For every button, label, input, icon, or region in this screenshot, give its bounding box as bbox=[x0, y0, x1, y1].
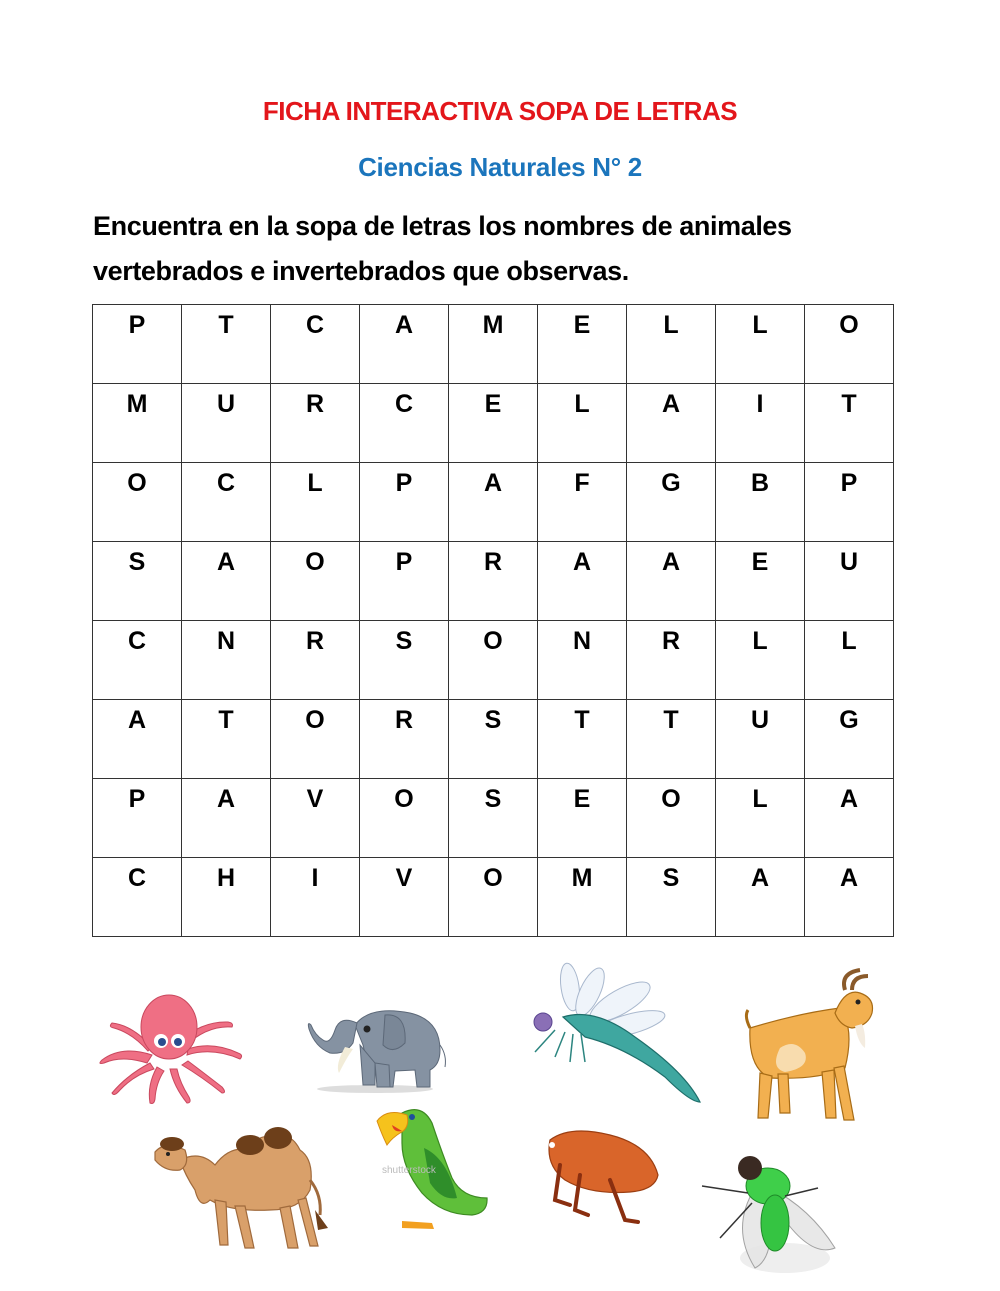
grid-cell[interactable]: O bbox=[449, 858, 538, 937]
grid-cell[interactable]: O bbox=[360, 779, 449, 858]
grid-cell[interactable]: E bbox=[538, 305, 627, 384]
grid-cell[interactable]: M bbox=[449, 305, 538, 384]
camel-image bbox=[150, 1120, 335, 1255]
camel-icon bbox=[150, 1120, 335, 1255]
page-title: FICHA INTERACTIVA SOPA DE LETRAS bbox=[262, 96, 738, 126]
grid-cell[interactable]: M bbox=[538, 858, 627, 937]
grid-cell[interactable]: G bbox=[627, 463, 716, 542]
grid-cell[interactable]: A bbox=[182, 779, 271, 858]
grid-cell[interactable]: C bbox=[360, 384, 449, 463]
grid-cell[interactable]: M bbox=[93, 384, 182, 463]
grid-cell[interactable]: T bbox=[182, 700, 271, 779]
grid-cell[interactable]: O bbox=[271, 542, 360, 621]
grid-cell[interactable]: G bbox=[805, 700, 894, 779]
grid-cell[interactable]: P bbox=[360, 463, 449, 542]
grid-cell[interactable]: L bbox=[716, 621, 805, 700]
grid-cell[interactable]: C bbox=[93, 858, 182, 937]
grid-cell[interactable]: C bbox=[93, 621, 182, 700]
grid-cell[interactable]: A bbox=[93, 700, 182, 779]
grid-cell[interactable]: R bbox=[271, 384, 360, 463]
grid-cell[interactable]: A bbox=[627, 384, 716, 463]
grid-cell[interactable]: R bbox=[360, 700, 449, 779]
elephant-icon bbox=[295, 985, 455, 1093]
goat-image bbox=[740, 968, 880, 1130]
fly-icon bbox=[700, 1148, 840, 1278]
grid-cell[interactable]: A bbox=[716, 858, 805, 937]
page-subtitle: Ciencias Naturales N° 2 bbox=[358, 152, 642, 182]
grid-cell[interactable]: R bbox=[449, 542, 538, 621]
grid-cell[interactable]: R bbox=[627, 621, 716, 700]
grid-cell[interactable]: S bbox=[360, 621, 449, 700]
grid-cell[interactable]: S bbox=[449, 700, 538, 779]
grid-cell[interactable]: O bbox=[449, 621, 538, 700]
grid-cell[interactable]: U bbox=[805, 542, 894, 621]
goat-icon bbox=[740, 968, 880, 1130]
grid-cell[interactable]: A bbox=[538, 542, 627, 621]
grid-cell[interactable]: P bbox=[93, 779, 182, 858]
grid-cell[interactable]: E bbox=[538, 779, 627, 858]
grid-cell[interactable]: P bbox=[360, 542, 449, 621]
grid-cell[interactable]: U bbox=[182, 384, 271, 463]
octopus-image bbox=[92, 985, 252, 1105]
grid-cell[interactable]: T bbox=[182, 305, 271, 384]
dragonfly-image bbox=[525, 962, 705, 1107]
grid-cell[interactable]: V bbox=[271, 779, 360, 858]
grid-cell[interactable]: A bbox=[805, 858, 894, 937]
flea-icon bbox=[530, 1120, 665, 1230]
grid-cell[interactable]: L bbox=[805, 621, 894, 700]
grid-row bbox=[93, 858, 894, 937]
dragonfly-icon bbox=[525, 962, 705, 1107]
grid-cell[interactable]: P bbox=[93, 305, 182, 384]
grid-cell[interactable]: U bbox=[716, 700, 805, 779]
grid-cell[interactable]: H bbox=[182, 858, 271, 937]
grid-cell[interactable]: V bbox=[360, 858, 449, 937]
grid-cell[interactable]: S bbox=[449, 779, 538, 858]
grid-row bbox=[93, 700, 894, 779]
grid-row bbox=[93, 305, 894, 384]
grid-cell[interactable]: L bbox=[627, 305, 716, 384]
fly-image bbox=[700, 1148, 840, 1278]
grid-cell[interactable]: T bbox=[538, 700, 627, 779]
grid-row bbox=[93, 463, 894, 542]
grid-cell[interactable]: E bbox=[449, 384, 538, 463]
word-search-grid bbox=[92, 304, 894, 937]
grid-cell[interactable]: O bbox=[627, 779, 716, 858]
grid-cell[interactable]: P bbox=[805, 463, 894, 542]
grid-cell[interactable]: T bbox=[805, 384, 894, 463]
grid-cell[interactable]: T bbox=[627, 700, 716, 779]
grid-cell[interactable]: L bbox=[271, 463, 360, 542]
grid-cell[interactable]: A bbox=[627, 542, 716, 621]
instructions-text: Encuentra en la sopa de letras los nombres de animales vertebrados e invertebrados que observas. bbox=[93, 211, 792, 286]
grid-cell[interactable]: N bbox=[182, 621, 271, 700]
grid-cell[interactable]: R bbox=[271, 621, 360, 700]
parrot-image bbox=[372, 1103, 490, 1233]
grid-cell[interactable]: C bbox=[271, 305, 360, 384]
grid-cell[interactable]: L bbox=[716, 779, 805, 858]
watermark-text: shutterstock bbox=[382, 1165, 436, 1176]
flea-image bbox=[530, 1120, 665, 1230]
grid-cell[interactable]: A bbox=[182, 542, 271, 621]
grid-cell[interactable]: I bbox=[716, 384, 805, 463]
grid-row bbox=[93, 542, 894, 621]
grid-cell[interactable]: A bbox=[805, 779, 894, 858]
grid-cell[interactable]: S bbox=[93, 542, 182, 621]
elephant-image bbox=[295, 985, 455, 1093]
grid-cell[interactable]: E bbox=[716, 542, 805, 621]
grid-cell[interactable]: F bbox=[538, 463, 627, 542]
grid-cell[interactable]: O bbox=[93, 463, 182, 542]
octopus-icon bbox=[92, 985, 252, 1105]
grid-cell[interactable]: I bbox=[271, 858, 360, 937]
grid-cell[interactable]: O bbox=[805, 305, 894, 384]
grid-cell[interactable]: A bbox=[360, 305, 449, 384]
grid-cell[interactable]: L bbox=[538, 384, 627, 463]
grid-cell[interactable]: A bbox=[449, 463, 538, 542]
grid-cell[interactable]: C bbox=[182, 463, 271, 542]
grid-cell[interactable]: O bbox=[271, 700, 360, 779]
grid-cell[interactable]: B bbox=[716, 463, 805, 542]
grid-row bbox=[93, 779, 894, 858]
grid-cell[interactable]: N bbox=[538, 621, 627, 700]
grid-cell[interactable]: L bbox=[716, 305, 805, 384]
grid-row bbox=[93, 384, 894, 463]
grid-row bbox=[93, 621, 894, 700]
parrot-icon bbox=[372, 1103, 490, 1233]
grid-cell[interactable]: S bbox=[627, 858, 716, 937]
